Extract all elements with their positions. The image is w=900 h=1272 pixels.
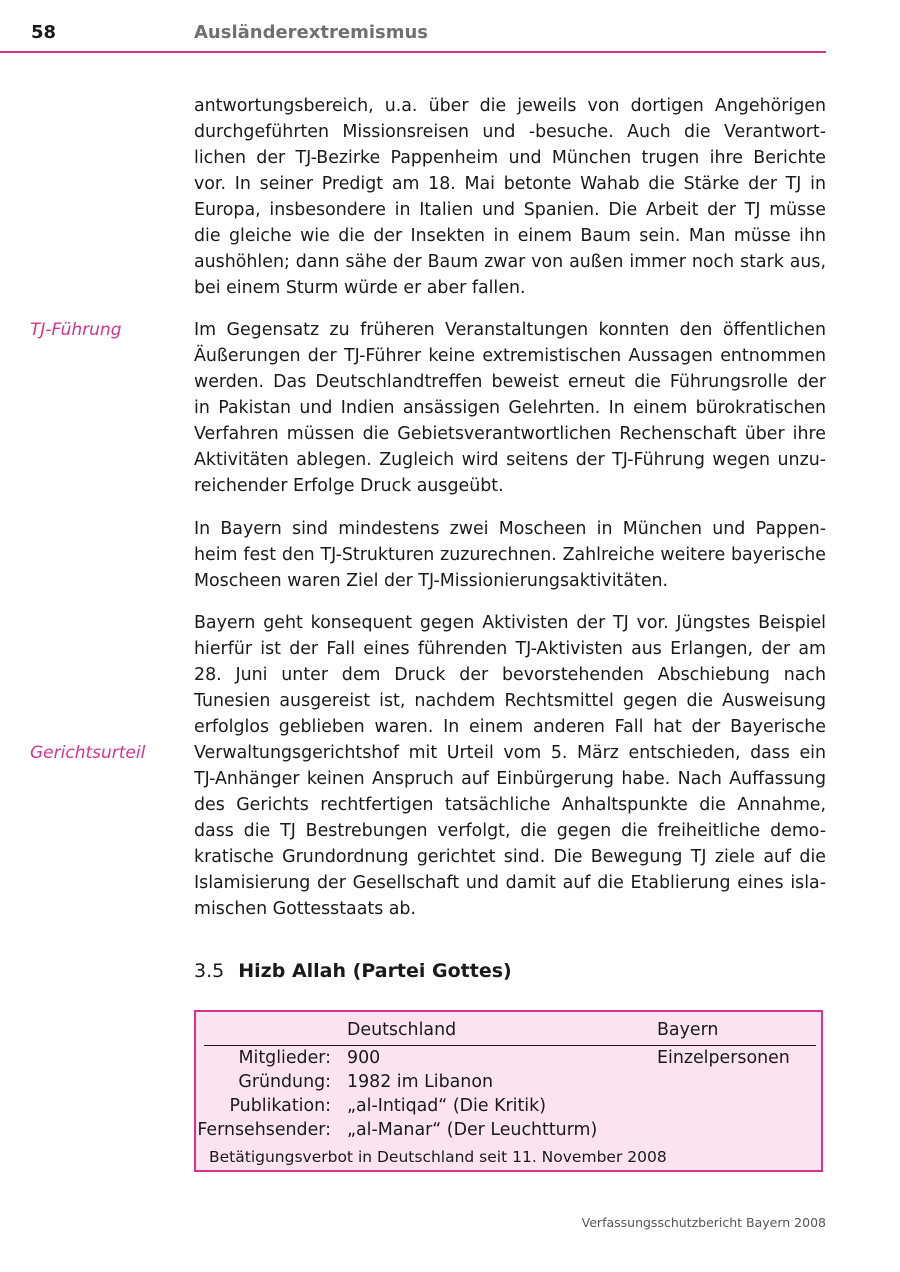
page-number: 58 [31,22,57,43]
value-deutschland: „al-Manar“ (Der Leuchtturm) [347,1120,598,1140]
text-line: des Gerichts rechtfertigen tatsächliche Anhaltspunkte die Annahme, [194,795,826,815]
text-line: In Bayern sind mindestens zwei Moscheen in München und Pappen- [194,519,826,539]
text-line: erfolglos geblieben waren. In einem anderen Fall hat der Bayerische [194,717,826,737]
paragraph-2 [194,317,826,499]
row-label: Mitglieder: [238,1048,331,1068]
text-line: TJ-Anhänger keinen Anspruch auf Einbürgerung habe. Nach Auffassung [194,769,826,789]
running-title: Ausländerextremismus [194,22,428,43]
text-line: hierfür ist der Fall eines führenden TJ-Aktivisten aus Erlangen, der am [194,639,826,659]
table-row [196,1048,821,1072]
text-line: antwortungsbereich, u.a. über die jeweils von dortigen Angehörigen [194,96,826,116]
text-line: reichender Erfolge Druck ausgeübt. [194,476,504,496]
text-line: 28. Juni unter dem Druck der bevorstehenden Abschiebung nach [194,665,826,685]
text-line: aushöhlen; dann sähe der Baum zwar von außen immer noch stark aus, [194,252,826,272]
text-line: die gleiche wie die der Insekten in einem Baum sein. Man müsse ihn [194,226,826,246]
column-header-bayern: Bayern [657,1020,719,1040]
margin-note-gerichtsurteil: Gerichtsurteil [30,743,146,763]
table-row [196,1096,821,1120]
page-footer: Verfassungsschutzbericht Bayern 2008 [581,1215,826,1230]
text-line: werden. Das Deutschlandtreffen beweist erneut die Führungsrolle der [194,372,826,392]
margin-note-tj-fuehrung: TJ-Führung [30,320,122,340]
text-line: Tunesien ausgereist ist, nachdem Rechtsmittel gegen die Ausweisung [194,691,826,711]
header-rule [0,51,826,53]
section-title: Hizb Allah (Partei Gottes) [238,960,512,982]
text-line: bei einem Sturm würde er aber fallen. [194,278,526,298]
row-label: Fernsehsender: [197,1120,331,1140]
text-line: Moscheen waren Ziel der TJ-Missionierungsaktivitäten. [194,571,669,591]
row-label: Gründung: [238,1072,331,1092]
section-number: 3.5 [194,960,225,982]
table-rule [204,1045,816,1046]
text-line: vor. In seiner Predigt am 18. Mai betonte Wahab die Stärke der TJ in [194,174,826,194]
section-heading [194,960,512,982]
text-line: Islamisierung der Gesellschaft und damit auf die Etablierung eines isla- [194,873,826,893]
row-label: Publikation: [229,1096,331,1116]
text-line: dass die TJ Bestrebungen verfolgt, die gegen die freiheitliche demo- [194,821,826,841]
info-box [194,1010,823,1172]
text-line: kratische Grundordnung gerichtet sind. Die Bewegung TJ ziele auf die [194,847,826,867]
paragraph-3 [194,516,826,594]
column-header-deutschland: Deutschland [347,1020,457,1040]
value-bayern: Einzelpersonen [657,1048,790,1068]
info-box-note: Betätigungsverbot in Deutschland seit 11. November 2008 [209,1148,667,1166]
text-line: in Pakistan und Indien ansässigen Gelehrten. In einem bürokratischen [194,398,826,418]
text-line: mischen Gottesstaats ab. [194,899,417,919]
text-line: Im Gegensatz zu früheren Veranstaltungen konnten den öffentlichen [194,320,826,340]
value-deutschland: 900 [347,1048,381,1068]
text-line: lichen der TJ-Bezirke Pappenheim und München trugen ihre Berichte [194,148,826,168]
table-row [196,1120,821,1144]
text-line: Bayern geht konsequent gegen Aktivisten der TJ vor. Jüngstes Beispiel [194,613,826,633]
text-line: Europa, insbesondere in Italien und Spanien. Die Arbeit der TJ müsse [194,200,826,220]
page-header [0,22,826,50]
value-deutschland: „al-Intiqad“ (Die Kritik) [347,1096,546,1116]
text-line: durchgeführten Missionsreisen und -besuche. Auch die Verantwort- [194,122,826,142]
table-row [196,1072,821,1096]
text-line: heim fest den TJ-Strukturen zuzurechnen. Zahlreiche weitere bayerische [194,545,826,565]
paragraph-1 [194,93,826,301]
text-line: Äußerungen der TJ-Führer keine extremistischen Aussagen entnommen [194,346,826,366]
paragraph-4 [194,610,826,922]
text-line: Verfahren müssen die Gebietsverantwortlichen Rechenschaft über ihre [194,424,826,444]
value-deutschland: 1982 im Libanon [347,1072,493,1092]
text-line: Verwaltungsgerichtshof mit Urteil vom 5. März entschieden, dass ein [194,743,826,763]
text-line: Aktivitäten ablegen. Zugleich wird seitens der TJ-Führung wegen unzu- [194,450,826,470]
